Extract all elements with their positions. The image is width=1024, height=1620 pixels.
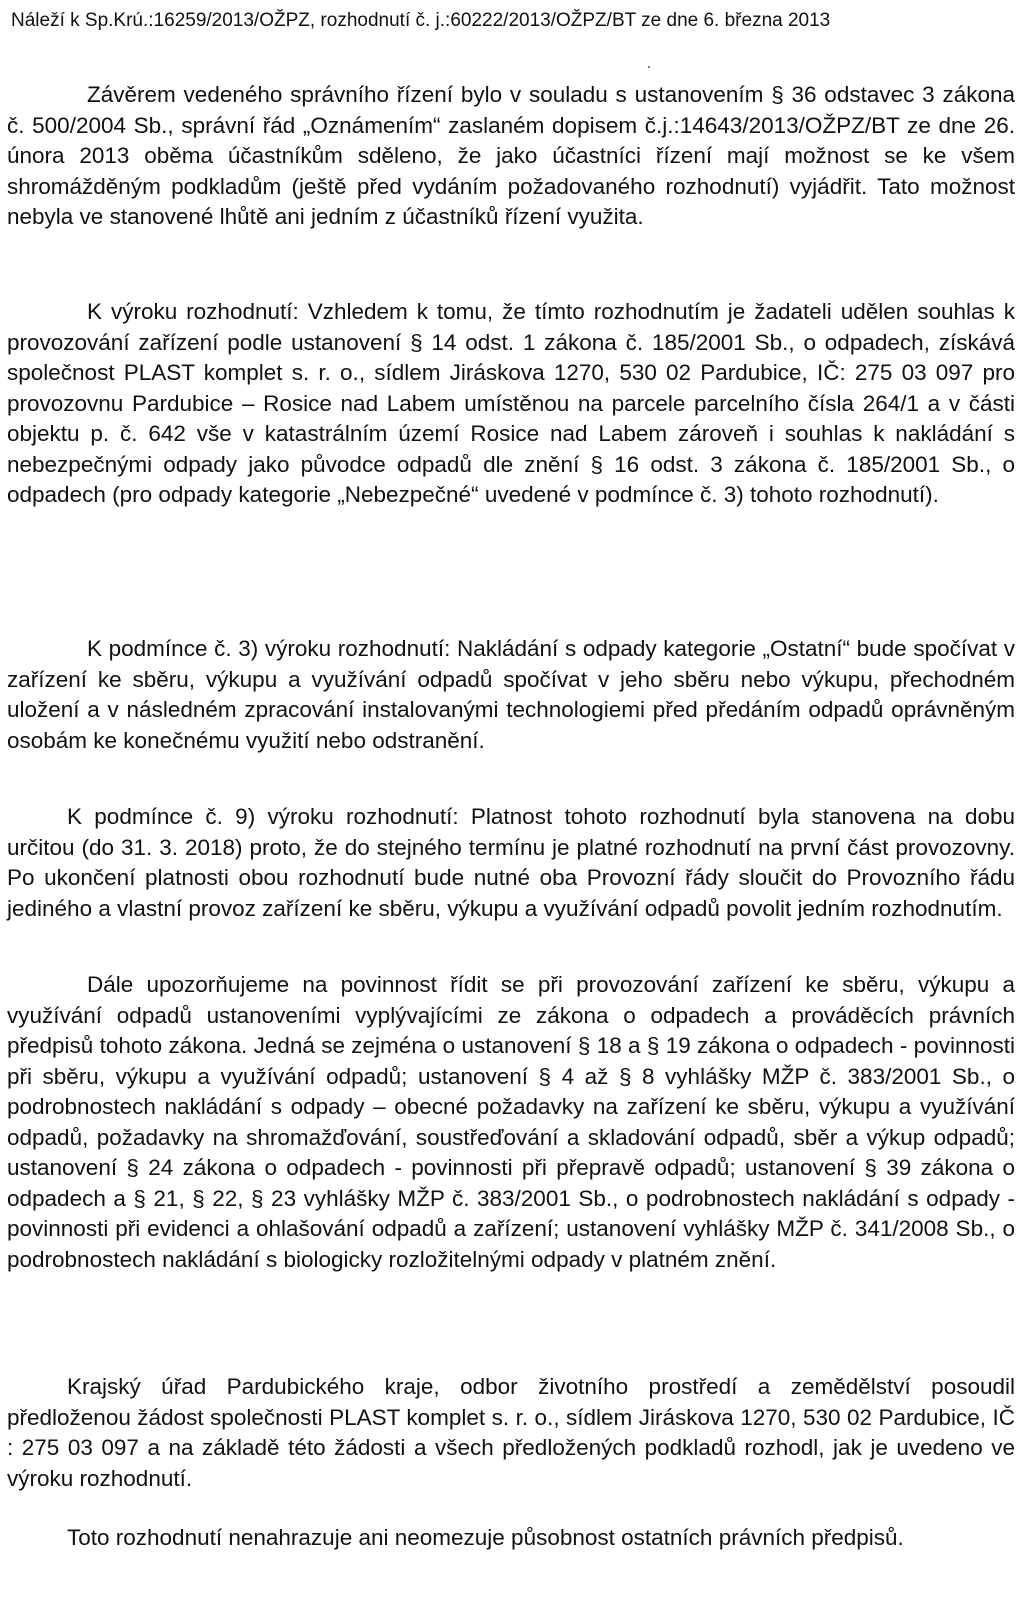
scan-speck <box>648 66 650 68</box>
paragraph-text: Krajský úřad Pardubického kraje, odbor životního prostředí a zemědělství posoudil předloženou žádost společnosti PLAST komplet s. r. o., sídlem Jiráskova 1270, 530 02 Pardubice, IČ : 275 03 097 a na základě této žádosti a všech předložených podkladů rozhodl, jak je uvedeno ve výroku rozhodnutí. <box>7 1374 1015 1491</box>
paragraph-text: Závěrem vedeného správního řízení bylo v souladu s ustanovením § 36 odstavec 3 zákona č. 500/2004 Sb., správní řád „Oznámením“ zaslaném dopisem č.j.:14643/2013/OŽPZ/BT ze dne 26. února 2013 oběma účastníkům sděleno, že jako účastníci řízení mají možnost se ke všem shromážděným podkladům (ještě před vydáním požadovaného rozhodnutí) vyjádřit. Tato možnost nebyla ve stanovené lhůtě ani jedním z účastníků řízení využita. <box>7 82 1015 229</box>
paragraph-text: K podmínce č. 9) výroku rozhodnutí: Platnost tohoto rozhodnutí byla stanovena na dobu určitou (do 31. 3. 2018) proto, že do stejného termínu je platné rozhodnutí na první část provozovny. Po ukončení platnosti obou rozhodnutí bude nutné oba Provozní řády sloučit do Provozního řádu jediného a vlastní provoz zařízení ke sběru, výkupu a využívání odpadů povolit jedním rozhodnutím. <box>7 804 1015 921</box>
paragraph-other-regulations <box>7 1523 1015 1554</box>
paragraph-obligations-notice <box>7 970 1015 1275</box>
paragraph-proceedings-conclusion <box>7 80 1015 233</box>
paragraph-text: K podmínce č. 3) výroku rozhodnutí: Nakládání s odpady kategorie „Ostatní“ bude spočívat v zařízení ke sběru, výkupu a využívání odpadů spočívat v jeho sběru nebo výkupu, přechodném uložení a v následném zpracování instalovanými technologiemi před předáním odpadů oprávněným osobám ke konečnému využití nebo odstranění. <box>7 636 1015 753</box>
paragraph-text: Dále upozorňujeme na povinnost řídit se při provozování zařízení ke sběru, výkupu a využívání odpadů ustanoveními vyplývajícími ze zákona o odpadech a prováděcích právních předpisů tohoto zákona. Jedná se zejména o ustanovení § 18 a § 19 zákona o odpadech - povinnosti při sběru, výkupu a využívání odpadů; ustanovení § 4 až § 8 vyhlášky MŽP č. 383/2001 Sb., o podrobnostech nakládání s odpady – obecné požadavky na zařízení ke sběru, výkupu a využívání odpadů, požadavky na shromažďování, soustřeďování a skladování odpadů, sběr a výkup odpadů; ustanovení § 24 zákona o odpadech - povinnosti při přepravě odpadů; ustanovení § 39 zákona o odpadech a § 21, § 22, § 23 vyhlášky MŽP č. 383/2001 Sb., o podrobnostech nakládání s odpady - povinnosti při evidenci a ohlašování odpadů a zařízení; ustanovení vyhlášky MŽP č. 341/2008 Sb., o podrobnostech nakládání s biologicky rozložitelnými odpady v platném znění. <box>7 972 1015 1272</box>
paragraph-decision-statement <box>7 297 1015 511</box>
header-reference: Náleží k Sp.Krú.:16259/2013/OŽPZ, rozhodnutí č. j.:60222/2013/OŽPZ/BT ze dne 6. března 2013 <box>11 10 831 31</box>
paragraph-condition-3 <box>7 634 1015 756</box>
paragraph-text: Toto rozhodnutí nenahrazuje ani neomezuje působnost ostatních právních předpisů. <box>67 1525 904 1550</box>
paragraph-regional-office-assessment <box>7 1372 1015 1494</box>
paragraph-text: K výroku rozhodnutí: Vzhledem k tomu, že tímto rozhodnutím je žadateli udělen souhlas k provozování zařízení podle ustanovení § 14 odst. 1 zákona č. 185/2001 Sb., o odpadech, získává společnost PLAST komplet s. r. o., sídlem Jiráskova 1270, 530 02 Pardubice, IČ: 275 03 097 pro provozovnu Pardubice – Rosice nad Labem umístěnou na parcele parcelního čísla 264/1 a v části objektu p. č. 642 vše v katastrálním území Rosice nad Labem zároveň i souhlas k nakládání s nebezpečnými odpady jako původce odpadů dle znění § 16 odst. 3 zákona č. 185/2001 Sb., o odpadech (pro odpady kategorie „Nebezpečné“ uvedené v podmínce č. 3) tohoto rozhodnutí). <box>7 299 1015 507</box>
paragraph-condition-9 <box>7 802 1015 924</box>
